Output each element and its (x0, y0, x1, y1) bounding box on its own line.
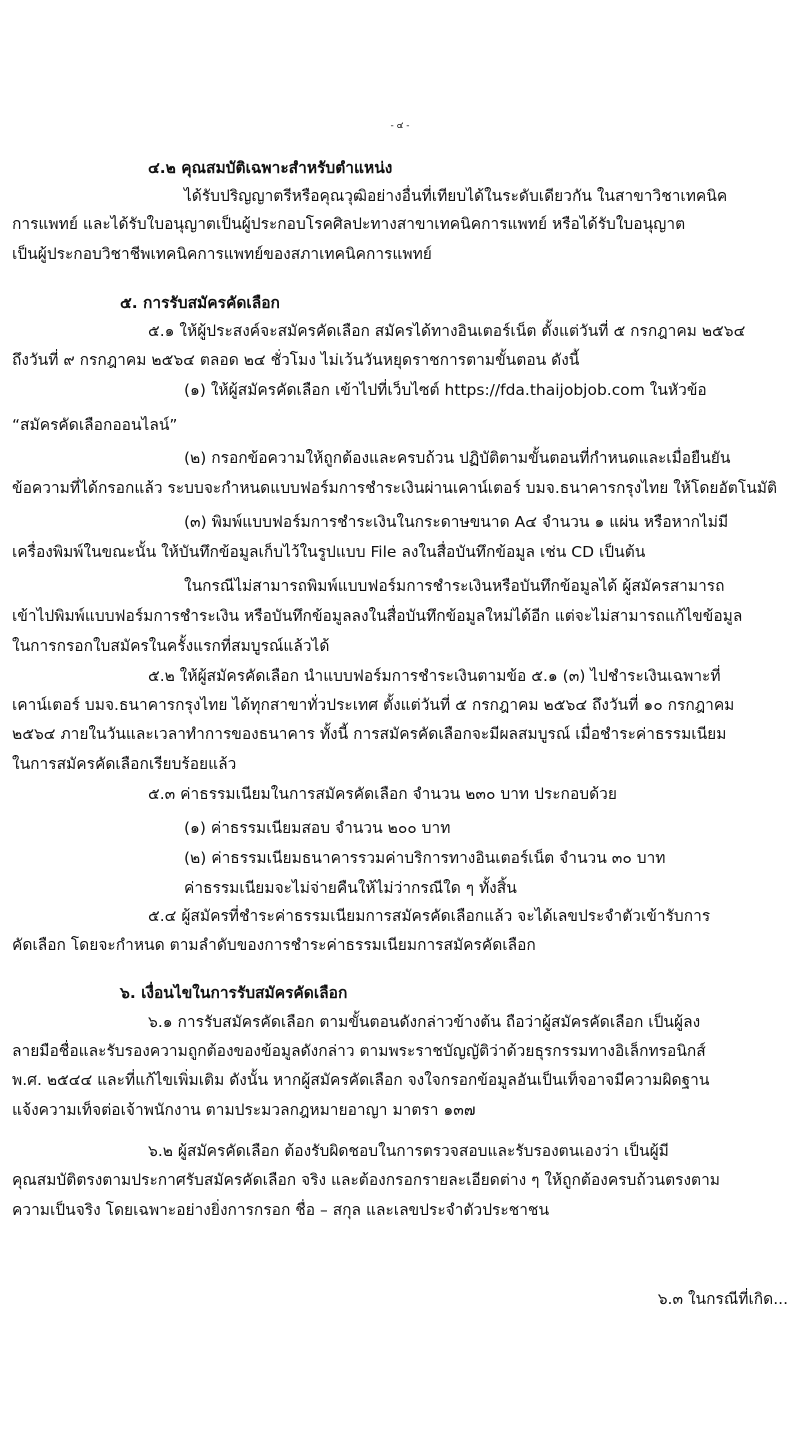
text-line: ๖.๒ ผู้สมัครคัดเลือก ต้องรับผิดชอบในการตรวจสอบและรับรองตนเองว่า เป็นผู้มี (148, 1142, 669, 1160)
text-line: การแพทย์ และได้รับใบอนุญาตเป็นผู้ประกอบโรคศิลปะทางสาขาเทคนิคการแพทย์ หรือได้รับใบอนุญาต (12, 215, 686, 233)
text-line: ๕.๓ ค่าธรรมเนียมในการสมัครคัดเลือก จำนวน ๒๓๐ บาท ประกอบด้วย (148, 785, 617, 803)
text-line: เครื่องพิมพ์ในขณะนั้น ให้บันทึกข้อมูลเก็บไว้ในรูปแบบ File ลงในสื่อบันทึกข้อมูล เช่น CD เป็นต้น (12, 543, 646, 561)
text-line: “สมัครคัดเลือกออนไลน์” (12, 416, 178, 434)
text-line: เข้าไปพิมพ์แบบฟอร์มการชำระเงิน หรือบันทึกข้อมูลลงในสื่อบันทึกข้อมูลใหม่ได้อีก แต่จะไม่สามารถแก้ไขข้อมูล (12, 607, 743, 625)
text-line: ค่าธรรมเนียมจะไม่จ่ายคืนให้ไม่ว่ากรณีใด ๆ ทั้งสิ้น (184, 879, 517, 897)
continuation-note: ๖.๓ ในกรณีที่เกิด... (657, 1290, 788, 1308)
text-line: ข้อความที่ได้กรอกแล้ว ระบบจะกำหนดแบบฟอร์มการชำระเงินผ่านเคาน์เตอร์ บมจ.ธนาคารกรุงไทย ให้โดยอัตโนมัติ (12, 479, 778, 497)
text-line: (๓) พิมพ์แบบฟอร์มการชำระเงินในกระดาษขนาด A๔ จำนวน ๑ แผ่น หรือหากไม่มี (184, 513, 729, 531)
text-line: ความเป็นจริง โดยเฉพาะอย่างยิ่งการกรอก ชื่อ – สกุล และเลขประจำตัวประชาชน (12, 1201, 550, 1219)
text-line: คุณสมบัติตรงตามประกาศรับสมัครคัดเลือก จริง และต้องกรอกรายละเอียดต่าง ๆ ให้ถูกต้องครบถ้วนตรงตาม (12, 1171, 721, 1189)
text-line: ลายมือชื่อและรับรองความถูกต้องของข้อมูลดังกล่าว ตามพระราชบัญญัติว่าด้วยธุรกรรมทางอิเล็กทรอนิกส์ (12, 1042, 706, 1060)
text-line: (๑) ค่าธรรมเนียมสอบ จำนวน ๒๐๐ บาท (184, 819, 451, 837)
text-line: คัดเลือก โดยจะกำหนด ตามลำดับของการชำระค่าธรรมเนียมการสมัครคัดเลือก (12, 936, 536, 954)
page-number: - ๔ - (390, 121, 410, 131)
text-line: (๑) ให้ผู้สมัครคัดเลือก เข้าไปที่เว็บไซต์ https://fda.thaijobjob.com ในหัวข้อ (184, 381, 707, 399)
text-line: แจ้งความเท็จต่อเจ้าพนักงาน ตามประมวลกฎหมายอาญา มาตรา ๑๓๗ (12, 1101, 476, 1119)
section-4-2-heading: ๔.๒ คุณสมบัติเฉพาะสำหรับตำแหน่ง (148, 159, 393, 177)
text-line: (๒) ค่าธรรมเนียมธนาคารรวมค่าบริการทางอินเตอร์เน็ต จำนวน ๓๐ บาท (184, 849, 666, 867)
text-line: ๕.๒ ให้ผู้สมัครคัดเลือก นำแบบฟอร์มการชำระเงินตามข้อ ๕.๑ (๓) ไปชำระเงินเฉพาะที่ (148, 667, 721, 685)
text-line: เคาน์เตอร์ บมจ.ธนาคารกรุงไทย ได้ทุกสาขาทั่วประเทศ ตั้งแต่วันที่ ๕ กรกฎาคม ๒๕๖๔ ถึงวันที่ ๑๐ กรกฎาคม (12, 696, 735, 714)
text-line: ได้รับปริญญาตรีหรือคุณวุฒิอย่างอื่นที่เทียบได้ในระดับเดียวกัน ในสาขาวิชาเทคนิค (184, 187, 728, 205)
text-line: ๕.๔ ผู้สมัครที่ชำระค่าธรรมเนียมการสมัครคัดเลือกแล้ว จะได้เลขประจำตัวเข้ารับการ (148, 907, 711, 925)
text-line: ถึงวันที่ ๙ กรกฎาคม ๒๕๖๔ ตลอด ๒๔ ชั่วโมง ไม่เว้นวันหยุดราชการตามขั้นตอน ดังนี้ (12, 351, 580, 369)
text-line: (๒) กรอกข้อความให้ถูกต้องและครบถ้วน ปฏิบัติตามขั้นตอนที่กำหนดและเมื่อยืนยัน (184, 449, 731, 467)
text-line: พ.ศ. ๒๕๔๔ และที่แก้ไขเพิ่มเติม ดังนั้น หากผู้สมัครคัดเลือก จงใจกรอกข้อมูลอันเป็นเท็จอาจมีความผิดฐาน (12, 1071, 710, 1089)
text-line: ๖.๑ การรับสมัครคัดเลือก ตามขั้นตอนดังกล่าวข้างต้น ถือว่าผู้สมัครคัดเลือก เป็นผู้ลง (148, 1013, 701, 1031)
text-line: ๒๕๖๔ ภายในวันและเวลาทำการของธนาคาร ทั้งนี้ การสมัครคัดเลือกจะมีผลสมบูรณ์ เมื่อชำระค่าธรรมเนียม (12, 725, 727, 743)
text-line: เป็นผู้ประกอบวิชาชีพเทคนิคการแพทย์ของสภาเทคนิคการแพทย์ (12, 245, 432, 263)
text-line: ในการสมัครคัดเลือกเรียบร้อยแล้ว (12, 755, 237, 773)
text-line: ในการกรอกใบสมัครในครั้งแรกที่สมบูรณ์แล้วได้ (12, 637, 330, 655)
text-line: ในกรณีไม่สามารถพิมพ์แบบฟอร์มการชำระเงินหรือบันทึกข้อมูลได้ ผู้สมัครสามารถ (184, 577, 725, 595)
text-line: ๕.๑ ให้ผู้ประสงค์จะสมัครคัดเลือก สมัครได้ทางอินเตอร์เน็ต ตั้งแต่วันที่ ๕ กรกฎาคม ๒๕๖๔ (148, 322, 746, 340)
section-5-heading: ๕. การรับสมัครคัดเลือก (120, 294, 280, 312)
section-6-heading: ๖. เงื่อนไขในการรับสมัครคัดเลือก (120, 984, 348, 1002)
